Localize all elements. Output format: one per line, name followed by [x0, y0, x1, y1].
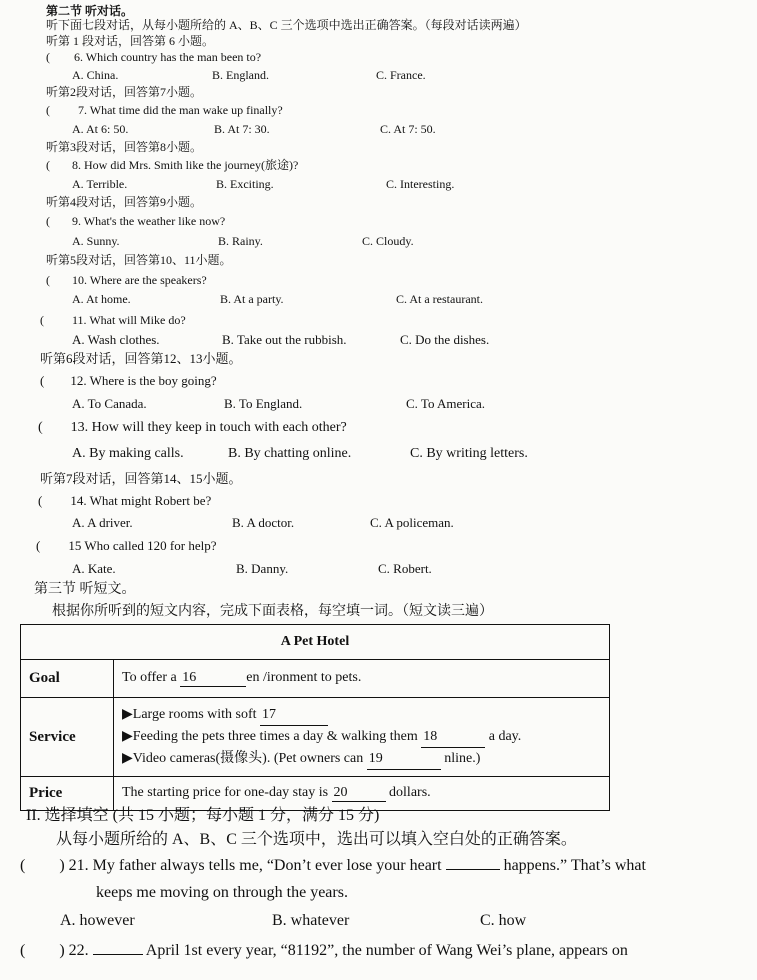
q14-option-b: B. A doctor. — [232, 515, 295, 530]
q6-option-b: B. England. — [212, 68, 269, 82]
dialogue-7-instruction: 听第7段对话，回答第14、15小题。 — [40, 471, 242, 486]
answer-paren: ( — [38, 420, 43, 435]
q11-stem: 11. What will Mike do? — [72, 313, 186, 327]
answer-paren: ( — [46, 103, 50, 117]
question-7 — [46, 103, 283, 117]
service-cell — [114, 698, 610, 777]
q21-option-b: B. whatever — [272, 912, 350, 929]
question-9 — [46, 214, 225, 228]
blank-18[interactable]: 18 — [421, 726, 485, 748]
answer-paren: ( — [40, 313, 44, 327]
q21-stem-line-2: keeps me moving on through the years. — [96, 884, 348, 901]
pet-hotel-table — [20, 624, 610, 811]
q12-option-b: B. To England. — [224, 396, 303, 411]
question-13 — [38, 420, 347, 437]
q8-option-a: A. Terrible. — [72, 177, 128, 191]
q10-option-a: A. At home. — [72, 292, 131, 306]
service-label: Service — [21, 698, 114, 777]
service-row-2-text-end: a day. — [485, 729, 522, 744]
service-row-3 — [122, 748, 601, 770]
q9-option-c: C. Cloudy. — [362, 234, 414, 248]
q21-stem: ) 21. My father always tells me, “Don’t ever lose your heart — [59, 857, 442, 874]
service-row-3-text-end: nline.) — [440, 751, 481, 766]
section-2-heading: 第二节 听对话。 — [46, 4, 134, 18]
q7-option-c: C. At 7: 50. — [380, 122, 436, 136]
service-row-2-text: ▶Feeding the pets three times a day & walking them — [122, 729, 422, 744]
q8-option-c: C. Interesting. — [386, 177, 455, 191]
goal-label: Goal — [21, 660, 114, 698]
q9-option-b: B. Rainy. — [218, 234, 263, 248]
goal-cell — [114, 660, 610, 698]
price-text: The starting price for one-day stay is — [122, 785, 332, 800]
q13-option-b: B. By chatting online. — [228, 446, 352, 461]
question-6 — [46, 50, 261, 64]
question-10 — [46, 273, 207, 287]
dialogue-3-instruction: 听第3段对话，回答第8小题。 — [46, 140, 203, 154]
q8-option-b: B. Exciting. — [216, 177, 274, 191]
question-12 — [40, 373, 217, 389]
blank-17[interactable]: 17 — [260, 704, 328, 726]
q13-option-a: A. By making calls. — [72, 446, 184, 461]
answer-paren: ( — [46, 158, 50, 172]
dialogue-6-instruction: 听第6段对话，回答第12、13小题。 — [40, 351, 242, 366]
section-3-heading: 第三节 听短文。 — [34, 582, 136, 597]
answer-paren: ( — [46, 214, 50, 228]
q7-stem: 7. What time did the man wake up finally? — [78, 103, 283, 117]
answer-paren: ( — [46, 273, 50, 287]
q6-option-c: C. France. — [376, 68, 426, 82]
q22-blank[interactable] — [93, 954, 143, 955]
q12-option-a: A. To Canada. — [72, 396, 147, 411]
q14-stem: 14. What might Robert be? — [70, 493, 212, 508]
blank-19[interactable]: 19 — [367, 748, 441, 770]
answer-paren: ( — [36, 538, 41, 553]
q13-option-c: C. By writing letters. — [410, 446, 528, 461]
q6-stem: 6. Which country has the man been to? — [74, 50, 262, 64]
dialogue-1-instruction: 听第 1 段对话，回答第 6 小题。 — [46, 34, 215, 48]
part-2-heading: II. 选择填空 (共 15 小题；每小题 1 分，满分 15 分) — [26, 807, 380, 824]
question-22 — [20, 941, 628, 960]
q22-number: ) 22. — [59, 942, 89, 959]
question-21 — [20, 856, 646, 875]
question-14 — [38, 493, 211, 509]
section-3-instructions: 根据你所听到的短文内容，完成下面表格，每空填一词。（短文读三遍） — [52, 604, 493, 619]
blank-20[interactable]: 20 — [332, 785, 386, 802]
section-2-instructions: 听下面七段对话，从每小题所给的 A、B、C 三个选项中选出正确答案。（每段对话读两遍） — [46, 18, 527, 32]
question-8 — [46, 158, 298, 172]
q21-option-a: A. however — [60, 912, 135, 929]
q11-option-a: A. Wash clothes. — [72, 332, 160, 347]
service-row-3-text: ▶Video cameras(摄像头). (Pet owners can — [122, 751, 367, 766]
q13-stem: 13. How will they keep in touch with each other? — [70, 420, 347, 435]
q9-option-a: A. Sunny. — [72, 234, 120, 248]
q10-option-b: B. At a party. — [220, 292, 284, 306]
q15-option-a: A. Kate. — [72, 561, 116, 576]
q15-option-b: B. Danny. — [236, 561, 289, 576]
question-11 — [40, 313, 186, 327]
q21-stem-cont: happens.” That’s what — [503, 857, 646, 874]
q11-option-c: C. Do the dishes. — [400, 332, 490, 347]
q15-option-c: C. Robert. — [378, 561, 432, 576]
dialogue-2-instruction: 听第2段对话，回答第7小题。 — [46, 85, 203, 99]
answer-paren: ( — [20, 857, 26, 874]
answer-paren: ( — [40, 373, 45, 388]
q21-option-c: C. how — [480, 912, 527, 929]
q22-stem: April 1st every year, “81192”, the number of Wang Wei’s plane, appears on — [145, 942, 628, 959]
blank-16[interactable]: 16 — [180, 670, 246, 687]
part-2-instructions: 从每小题所给的 A、B、C 三个选项中，选出可以填入空白处的正确答案。 — [56, 831, 577, 848]
price-label: Price — [21, 777, 114, 811]
dialogue-5-instruction: 听第5段对话，回答第10、11小题。 — [46, 253, 232, 267]
answer-paren: ( — [46, 50, 50, 64]
dialogue-4-instruction: 听第4段对话，回答第9小题。 — [46, 195, 203, 209]
question-15 — [36, 538, 216, 554]
q10-option-c: C. At a restaurant. — [396, 292, 483, 306]
q15-stem: 15 Who called 120 for help? — [68, 538, 217, 553]
q7-option-a: A. At 6: 50. — [72, 122, 129, 136]
goal-text: To offer a — [122, 670, 181, 685]
q9-stem: 9. What's the weather like now? — [72, 214, 226, 228]
table-title: A Pet Hotel — [21, 625, 610, 660]
price-text-end: dollars. — [385, 785, 431, 800]
q12-stem: 12. Where is the boy going? — [70, 373, 217, 388]
q12-option-c: C. To America. — [406, 396, 486, 411]
answer-paren: ( — [20, 942, 26, 959]
q14-option-c: C. A policeman. — [370, 515, 454, 530]
q8-stem: 8. How did Mrs. Smith like the journey(旅途)? — [72, 158, 299, 172]
q11-option-b: B. Take out the rubbish. — [222, 332, 347, 347]
q6-option-a: A. China. — [72, 68, 119, 82]
q10-stem: 10. Where are the speakers? — [72, 273, 207, 287]
q7-option-b: B. At 7: 30. — [214, 122, 270, 136]
service-row-1 — [122, 704, 601, 726]
answer-paren: ( — [38, 493, 43, 508]
service-row-1-text: ▶Large rooms with soft — [122, 707, 261, 722]
goal-text-end: en /ironment to pets. — [246, 670, 362, 685]
q21-blank[interactable] — [446, 869, 500, 870]
q14-option-a: A. A driver. — [72, 515, 133, 530]
service-row-2 — [122, 726, 601, 748]
